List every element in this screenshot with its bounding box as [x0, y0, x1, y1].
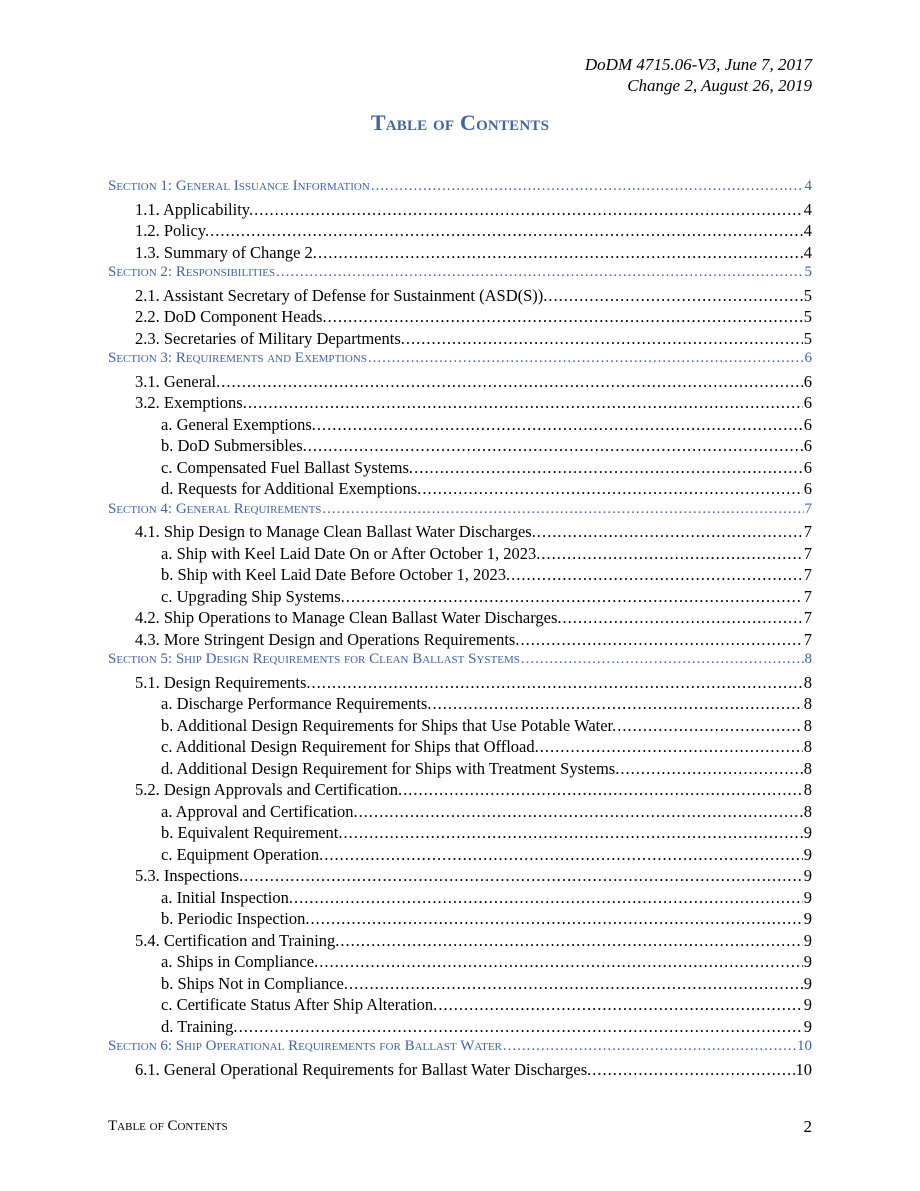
toc-entry-label: a. Discharge Performance Requirements. [161, 694, 432, 713]
toc-page-number: 8 [804, 651, 812, 667]
toc-section-link[interactable] [108, 264, 812, 286]
toc-entry-link[interactable] [108, 200, 812, 222]
dot-leader [248, 393, 803, 413]
toc-entry-link[interactable] [108, 845, 812, 867]
dot-leader [537, 522, 803, 542]
toc-entry-label: Section 3: Requirements and Exemptions [108, 350, 367, 366]
change-date: Change 2, August 26, 2019 [627, 76, 812, 95]
dot-leader [328, 307, 803, 327]
toc-page-number: 7 [803, 586, 812, 606]
dot-leader [322, 501, 803, 518]
toc-entry-link[interactable] [108, 909, 812, 931]
dot-leader [310, 909, 802, 929]
dot-leader [210, 221, 803, 241]
dot-leader [414, 458, 803, 478]
dot-leader [592, 1060, 794, 1080]
toc-entry-label: 4.1. Ship Design to Manage Clean Ballast Water Discharges. [135, 522, 536, 541]
toc-page-number: 7 [804, 500, 812, 517]
toc-page-number: 9 [803, 995, 812, 1014]
toc-entry-label: c. Equipment Operation. [161, 844, 324, 864]
dot-leader [422, 479, 802, 499]
toc-page-number: 10 [797, 1038, 812, 1054]
toc-entry-label: b. Periodic Inspection. [161, 909, 310, 928]
toc-section-link[interactable] [108, 1038, 812, 1060]
dot-leader [511, 565, 803, 585]
dot-leader [620, 759, 802, 779]
toc-page-number: 5 [803, 328, 812, 348]
toc-entry-label: c. Upgrading Ship Systems. [161, 586, 345, 606]
toc-entry-label: Section 6: Ship Operational Requirements for Ballast Water [108, 1038, 502, 1054]
toc-entry-link[interactable] [108, 243, 812, 265]
toc-page-number: 8 [803, 694, 812, 713]
toc-page-number: 9 [803, 844, 812, 864]
toc-entry-label: a. Ships in Compliance. [161, 952, 319, 971]
dot-leader [239, 1017, 803, 1037]
toc-entry-label: d. Requests for Additional Exemptions. [161, 479, 422, 498]
toc-entry-label: 1.2. Policy. [135, 221, 210, 240]
toc-entry-link[interactable] [108, 759, 812, 781]
toc-entry-label: Section 5: Ship Design Requirements for Clean Ballast Systems [108, 651, 520, 667]
toc-page-number: 4 [803, 242, 812, 262]
toc-entry-link[interactable] [108, 587, 812, 609]
toc-page-number: 9 [803, 909, 812, 928]
toc-entry-link[interactable] [108, 802, 812, 824]
toc-section-link[interactable] [108, 178, 812, 200]
toc-page-number: 7 [803, 565, 812, 584]
dot-leader [617, 716, 802, 736]
document-id-date: DoDM 4715.06-V3, June 7, 2017 [584, 55, 812, 74]
toc-entry-label: a. Ship with Keel Laid Date On or After October 1, 2023. [161, 543, 541, 563]
toc-page-number: 6 [803, 393, 812, 412]
toc-entry-label: Section 2: Responsibilities [108, 264, 276, 280]
toc-entry-link[interactable] [108, 436, 812, 458]
toc-entry-label: d. Additional Design Requirement for Ships with Treatment Systems. [161, 758, 620, 778]
footer-page-number: 2 [803, 1117, 812, 1136]
dot-leader [403, 780, 803, 800]
toc-entry-label: 3.2. Exemptions. [135, 393, 247, 412]
dot-leader [503, 1038, 796, 1055]
toc-page-number: 8 [803, 758, 812, 778]
toc-page-number: 4 [804, 178, 812, 194]
toc-section-link[interactable] [108, 350, 812, 372]
toc-section-link[interactable] [108, 651, 812, 673]
toc-entry-label: 5.3. Inspections. [135, 866, 244, 885]
toc-entry-link[interactable] [108, 630, 812, 652]
toc-page-number: 6 [803, 436, 812, 455]
toc-page-number: 5 [803, 307, 812, 326]
dot-leader [254, 200, 803, 220]
dot-leader [308, 436, 803, 456]
toc-entry-label: 5.1. Design Requirements. [135, 672, 311, 692]
toc-entry-link[interactable] [108, 608, 812, 630]
toc-page-number: 5 [803, 285, 812, 305]
toc-entry-link[interactable] [108, 479, 812, 501]
toc-page-number: 8 [803, 801, 812, 821]
toc-entry-label: 2.2. DoD Component Heads. [135, 307, 327, 326]
toc-page-number: 9 [803, 1016, 812, 1036]
dot-leader [340, 931, 802, 951]
toc-entry-label: 5.4. Certification and Training. [135, 930, 340, 950]
toc-page-number: 10 [795, 1059, 812, 1079]
dot-leader [312, 673, 803, 693]
toc-entry-label: c. Certificate Status After Ship Alteration. [161, 995, 438, 1014]
toc-entry-link[interactable] [108, 952, 812, 974]
toc-entry-link[interactable] [108, 823, 812, 845]
toc-entry-link[interactable] [108, 866, 812, 888]
toc-page-number: 6 [804, 350, 812, 366]
toc-entry-label: c. Compensated Fuel Ballast Systems. [161, 457, 414, 477]
toc-entry-link[interactable] [108, 673, 812, 695]
toc-entry-label: a. Approval and Certification. [161, 801, 358, 821]
toc-page-number: 9 [803, 930, 812, 950]
toc-entry-label: d. Training. [161, 1016, 238, 1036]
dot-leader [318, 243, 803, 263]
dot-leader [349, 974, 803, 994]
dot-leader [438, 995, 802, 1015]
dot-leader [520, 630, 802, 650]
toc-page-number: 8 [803, 672, 812, 692]
toc-entry-link[interactable] [108, 544, 812, 566]
toc-entry-label: a. General Exemptions. [161, 414, 316, 434]
toc-page-number: 8 [803, 715, 812, 735]
toc-page-number: 6 [803, 457, 812, 477]
toc-entry-label: b. Ship with Keel Laid Date Before October 1, 2023. [161, 565, 511, 584]
toc-entry-link[interactable] [108, 888, 812, 910]
toc-entry-link[interactable] [108, 522, 812, 544]
toc-entry-link[interactable] [108, 458, 812, 480]
toc-page-number: 7 [803, 543, 812, 563]
toc-page-number: 7 [803, 629, 812, 649]
document-header [585, 54, 812, 96]
dot-leader [563, 608, 803, 628]
toc-list [108, 178, 812, 1081]
toc-entry-label: Section 1: General Issuance Information [108, 178, 370, 194]
toc-entry-link[interactable] [108, 1060, 812, 1082]
dot-leader [359, 802, 803, 822]
toc-entry-link[interactable] [108, 780, 812, 802]
toc-entry-link[interactable] [108, 286, 812, 308]
toc-entry-label: 1.1. Applicability. [135, 199, 254, 219]
dot-leader [371, 178, 804, 195]
toc-page-number: 9 [803, 866, 812, 885]
toc-entry-label: c. Additional Design Requirement for Ships that Offload. [161, 737, 539, 756]
toc-page-number: 9 [803, 823, 812, 842]
toc-entry-label: 3.1. General. [135, 371, 221, 391]
toc-page-number: 9 [803, 887, 812, 907]
toc-entry-link[interactable] [108, 737, 812, 759]
toc-page-number: 6 [803, 479, 812, 498]
toc-page-number: 6 [803, 414, 812, 434]
toc-entry-label: b. Equivalent Requirement. [161, 823, 343, 842]
toc-page-number: 7 [803, 608, 812, 627]
toc-entry-link[interactable] [108, 716, 812, 738]
toc-entry-label: 5.2. Design Approvals and Certification. [135, 780, 403, 799]
toc-entry-label: b. Additional Design Requirements for Ships that Use Potable Water. [161, 715, 617, 735]
toc-entry-link[interactable] [108, 372, 812, 394]
toc-page-number: 4 [803, 199, 812, 219]
dot-leader [244, 866, 803, 886]
toc-entry-label: 6.1. General Operational Requirements for Ballast Water Discharges. [135, 1059, 592, 1079]
toc-entry-label: 4.3. More Stringent Design and Operations Requirements. [135, 629, 520, 649]
footer-label: Table of Contents [108, 1118, 228, 1134]
toc-entry-link[interactable] [108, 1017, 812, 1039]
dot-leader [317, 415, 803, 435]
dot-leader [343, 823, 802, 843]
toc-page-number: 5 [804, 264, 812, 280]
toc-entry-link[interactable] [108, 307, 812, 329]
toc-page-number: 9 [803, 952, 812, 971]
toc-entry-link[interactable] [108, 415, 812, 437]
toc-entry-link[interactable] [108, 931, 812, 953]
toc-page-number: 7 [803, 522, 812, 541]
toc-page-number: 4 [803, 221, 812, 240]
toc-entry-link[interactable] [108, 329, 812, 351]
toc-page-number: 8 [803, 780, 812, 799]
toc-entry-label: 4.2. Ship Operations to Manage Clean Ballast Water Discharges. [135, 608, 562, 627]
toc-entry-link[interactable] [108, 221, 812, 243]
toc-entry-link[interactable] [108, 974, 812, 996]
dot-leader [294, 888, 803, 908]
toc-section-link[interactable] [108, 501, 812, 523]
dot-leader [319, 952, 803, 972]
toc-page-number: 8 [803, 737, 812, 756]
toc-entry-label: 1.3. Summary of Change 2. [135, 242, 317, 262]
dot-leader [432, 694, 802, 714]
dot-leader [406, 329, 803, 349]
toc-entry-label: Section 4: General Requirements [108, 500, 322, 517]
toc-entry-link[interactable] [108, 393, 812, 415]
dot-leader [221, 372, 803, 392]
dot-leader [541, 544, 802, 564]
dot-leader [540, 737, 803, 757]
toc-page-number: 9 [803, 973, 812, 993]
toc-entry-label: a. Initial Inspection. [161, 887, 293, 907]
dot-leader [521, 651, 804, 668]
toc-entry-label: b. DoD Submersibles. [161, 436, 307, 455]
dot-leader [276, 264, 803, 281]
dot-leader [324, 845, 803, 865]
toc-entry-link[interactable] [108, 565, 812, 587]
toc-entry-label: b. Ships Not in Compliance. [161, 973, 348, 993]
toc-entry-label: 2.3. Secretaries of Military Departments. [135, 328, 405, 348]
toc-page-number: 6 [803, 371, 812, 391]
toc-entry-link[interactable] [108, 995, 812, 1017]
dot-leader [548, 286, 802, 306]
toc-entry-label: 2.1. Assistant Secretary of Defense for Sustainment (ASD(S)). [135, 285, 548, 305]
page-title: Table of Contents [370, 110, 550, 135]
toc-entry-link[interactable] [108, 694, 812, 716]
dot-leader [368, 350, 804, 367]
dot-leader [346, 587, 803, 607]
